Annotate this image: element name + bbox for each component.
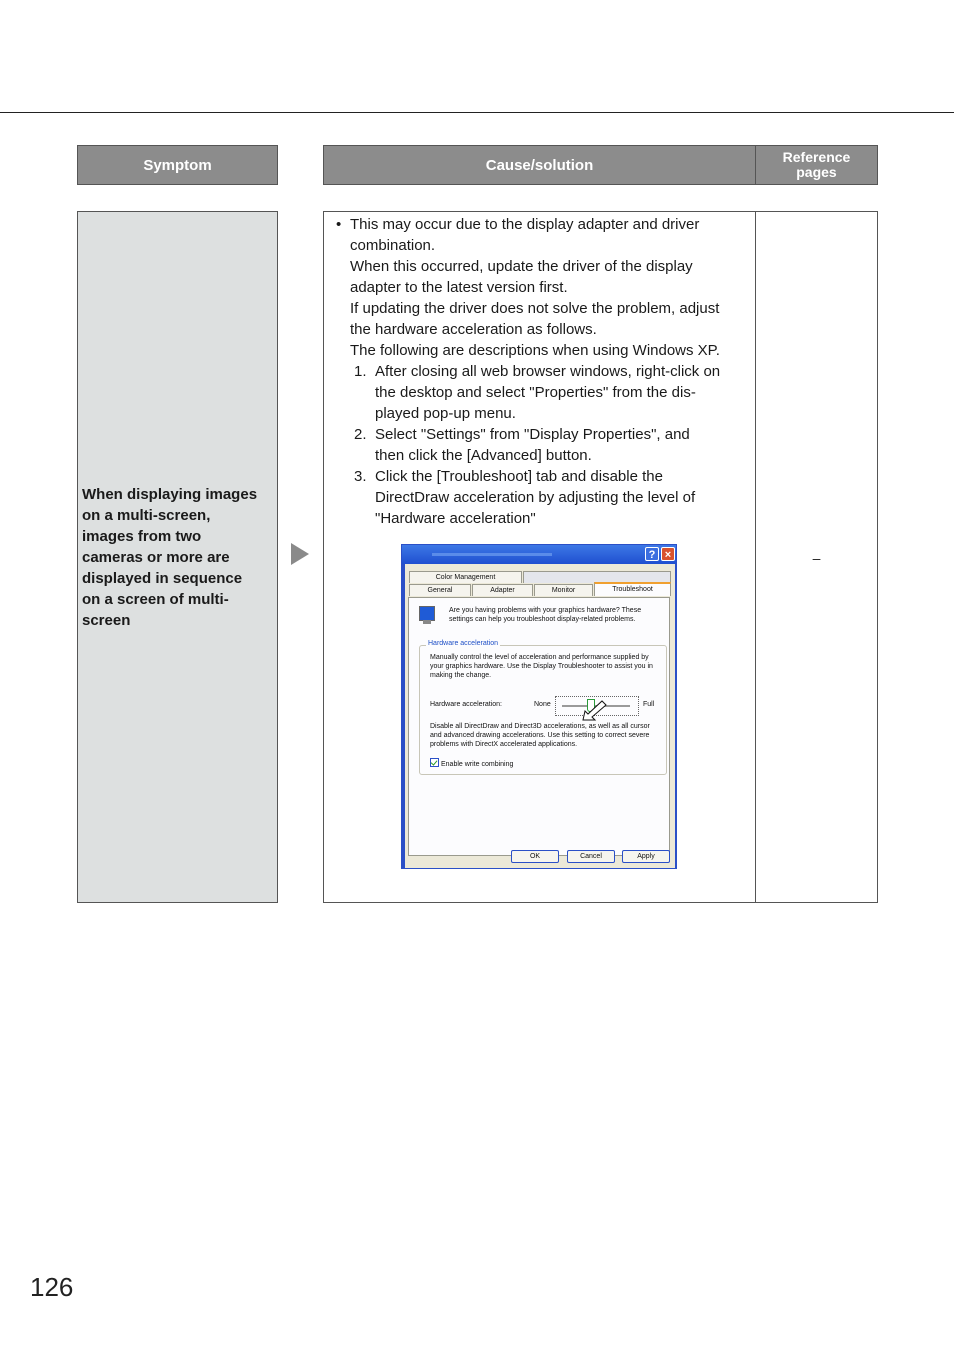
- dialog-border-right: [675, 564, 677, 869]
- step-item: 2. Select "Settings" from "Display Properties", and then click the [Advanced] button.: [354, 426, 690, 464]
- dialog-border-left: [402, 564, 405, 869]
- symptom-text: When displaying images on a multi-screen, images from two cameras or more are displayed in sequence on a screen of multi- screen: [82, 485, 258, 629]
- cause-solution-cell: [323, 211, 756, 903]
- tab-troubleshoot[interactable]: Troubleshoot: [594, 582, 671, 596]
- help-icon[interactable]: ?: [645, 547, 659, 561]
- arrow-right-icon: [291, 543, 309, 565]
- apply-button[interactable]: Apply: [622, 850, 670, 863]
- tab-monitor[interactable]: Monitor: [534, 584, 593, 596]
- header-cause-solution: Cause/solution: [323, 145, 756, 185]
- checkbox-check-icon[interactable]: [430, 758, 439, 767]
- cancel-button[interactable]: Cancel: [567, 850, 615, 863]
- tab-general[interactable]: General: [409, 584, 471, 596]
- tab-adapter[interactable]: Adapter: [472, 584, 533, 596]
- close-icon[interactable]: ×: [661, 547, 675, 561]
- header-reference-pages: Reference pages: [755, 145, 878, 185]
- bullet-icon: •: [336, 216, 342, 233]
- dialog-title-bar: [402, 545, 676, 564]
- top-rule: [0, 112, 954, 113]
- cause-text: • This may occur due to the display adapter and driver combination. When this occurred, update the driver of the display adapter to the latest version first. If updating the driver does not solve the problem, adjust the hardware acceleration as follows. The following are descriptions when using Windows XP. 1. After closing all web browser windows, right-click on the desktop and select "Properties" from the dis- played pop-up menu. 2. Select "Settings" from "Display Properties", and then click the [Advanced] button. 3. Click the [Troubleshoot] tab and disable the DirectDraw acceleration by adjusting the level of "Hardware acceleration": [350, 214, 755, 529]
- ok-button[interactable]: OK: [511, 850, 559, 863]
- step-item: 3. Click the [Troubleshoot] tab and disable the DirectDraw acceleration by adjusting the level of "Hardware acceleration": [354, 468, 696, 527]
- reference-pages-cell: [755, 211, 878, 903]
- hardware-acceleration-group: Hardware acceleration Manually control the level of acceleration and performance supplied by your graphics hardware. Use the Display Troubleshooter to assist you in making the change. Hardware acceleration: None Full Disable all DirectDraw and Direct3D accelerations, as well as all cursor and advanced drawing accelerations. Use this setting to correct severe problems with DirectX accelerated applications. Enable write combining: [419, 645, 667, 775]
- monitor-icon: [419, 606, 435, 621]
- page-number: 126: [30, 1272, 74, 1302]
- pointer-arrow-icon: [582, 699, 608, 721]
- troubleshoot-panel: Are you having problems with your graphics hardware? These settings can help you troubleshoot display-related problems. Hardware acceleration Manually control the level of acceleration and performance supplied by your graphics hardware. Use the Display Troubleshooter to assist you in making the change. Hardware acceleration: None Full Disable all DirectDraw and Direct3D accelerations, as well as all cursor and advanced drawing accelerations. Use this setting to correct severe problems with DirectX accelerated applications. Enable write combining: [408, 597, 670, 856]
- header-symptom: Symptom: [77, 145, 278, 185]
- dialog-title-blur: [432, 553, 552, 556]
- display-properties-dialog: [401, 544, 677, 869]
- hardware-acceleration-row: Hardware acceleration: None Full: [430, 701, 662, 713]
- symptom-cell: [77, 211, 278, 903]
- reference-value: –: [812, 550, 821, 566]
- enable-write-combining-checkbox[interactable]: Enable write combining: [430, 758, 513, 769]
- step-item: 1. After closing all web browser windows, right-click on the desktop and select "Properties" from the dis- played pop-up menu.: [354, 363, 721, 422]
- tab-color-management[interactable]: Color Management: [409, 571, 522, 583]
- steps-list: [350, 361, 755, 529]
